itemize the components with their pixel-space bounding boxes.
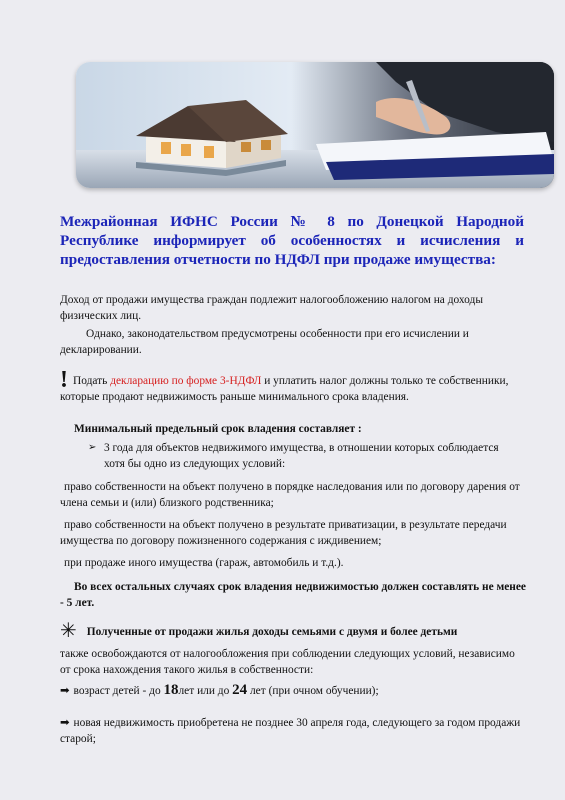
families-item-mid: лет или до [178, 685, 230, 697]
families-item [60, 682, 524, 699]
condition-item [60, 516, 522, 549]
arrow-bullet-icon: ➢ [88, 442, 97, 453]
arrow-right-icon: ➡ [60, 715, 70, 729]
declaration-paragraph [60, 367, 530, 405]
families-item [60, 714, 524, 747]
declaration-suffix: и уплатить налог должны только те собственники, которые продают недвижимость раньше минимального срока владения. [60, 375, 509, 403]
condition-item [60, 478, 522, 511]
other-cases-paragraph [60, 578, 530, 611]
exclamation-icon: ! [60, 367, 68, 393]
families-heading [60, 618, 530, 642]
intro-paragraph-2: Однако, законодательством предусмотрены особенности при его исчислении и декларировании. [60, 328, 469, 356]
other-cases-text: Во всех остальных случаях срок владения недвижимостью должен составлять не менее - 5 лет. [60, 581, 526, 609]
families-item-pre: возраст детей - до [73, 685, 161, 697]
hero-image [76, 62, 554, 188]
page-title: Межрайонная ИФНС России № 8 по Донецкой Народной Республике информирует об особенностях и исчисления и предоставления отчетности по НДФЛ при продаже имущества: [60, 213, 524, 268]
house-and-document-illustration [76, 62, 554, 188]
min-term-arrow-text: 3 года для объектов недвижимого имущества, в отношении которых соблюдается хотя бы одно из следующих условий: [104, 442, 499, 470]
intro-paragraph-1: Доход от продажи имущества граждан подлежит налогообложению налогом на доходы физических лиц. [60, 294, 483, 322]
families-item-text: новая недвижимость приобретена не позднее 30 апреля года, следующего за годом продажи старой; [60, 717, 521, 745]
condition-text: право собственности на объект получено в порядке наследования или по договору дарения от члена семьи и (или) близкого родственника; [60, 481, 520, 509]
age-limit-24: 24 [232, 682, 248, 698]
asterisk-icon: ✳ [60, 618, 77, 642]
min-term-heading [60, 420, 520, 437]
declaration-form-link[interactable]: декларацию по форме 3-НДФЛ [110, 375, 262, 387]
families-text: также освобождаются от налогообложения при соблюдении следующих условий, независимо от срока нахождения такого жилья в собственности: [60, 648, 515, 676]
age-limit-18: 18 [163, 682, 179, 698]
min-term-arrow-item [88, 440, 508, 472]
declaration-prefix: Подать [73, 375, 108, 387]
arrow-right-icon: ➡ [60, 683, 70, 697]
condition-item [60, 554, 522, 571]
condition-text: право собственности на объект получено в результате приватизации, в результате передачи имущества по договору пожизненного содержания с иждивением; [60, 519, 507, 547]
condition-text: при продаже иного имущества (гараж, автомобиль и т.д.). [64, 557, 344, 569]
families-item-post: лет (при очном обучении); [250, 685, 379, 697]
families-title: Полученные от продажи жилья доходы семьями с двумя и более детьми [86, 626, 458, 638]
min-term-title: Минимальный предельный срок владения составляет : [74, 423, 362, 435]
